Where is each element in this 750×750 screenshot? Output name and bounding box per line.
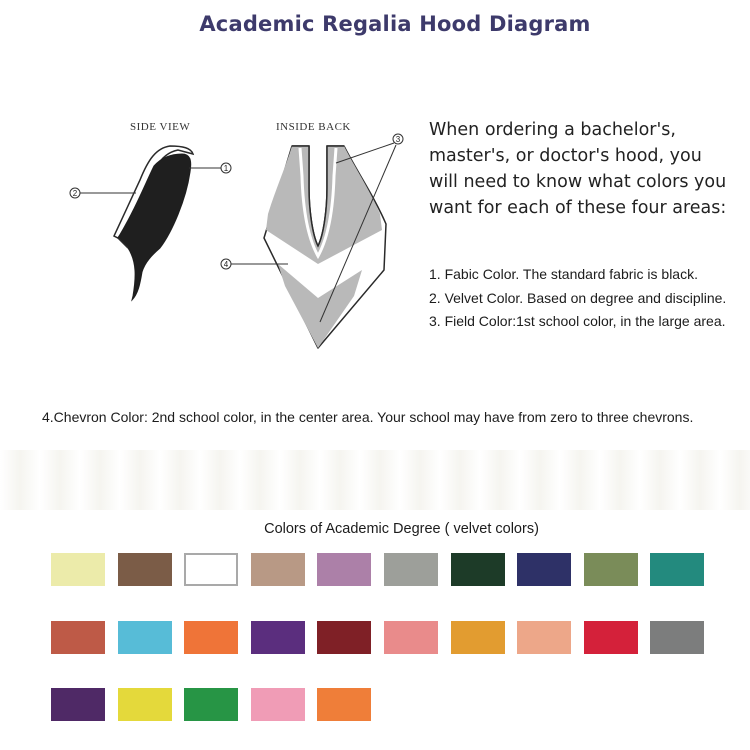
velvet-color-swatch xyxy=(118,621,172,654)
velvet-color-swatch xyxy=(584,553,638,586)
callout-2-text: 2 xyxy=(72,189,78,198)
velvet-color-swatch xyxy=(584,621,638,654)
velvet-color-swatch xyxy=(51,553,105,586)
velvet-color-swatch xyxy=(317,621,371,654)
side-view-label: SIDE VIEW xyxy=(130,121,191,133)
velvet-color-swatch xyxy=(451,621,505,654)
velvet-color-swatch xyxy=(118,688,172,721)
velvet-color-swatch xyxy=(650,553,704,586)
velvet-color-swatch xyxy=(184,688,238,721)
side-view-fabric xyxy=(118,154,191,300)
colors-title: Colors of Academic Degree ( velvet colors) xyxy=(264,521,539,537)
velvet-color-swatch xyxy=(118,553,172,586)
velvet-color-swatch xyxy=(650,621,704,654)
callout-3-text: 3 xyxy=(395,135,401,144)
inside-back-hood xyxy=(264,146,386,348)
velvet-color-swatch xyxy=(451,553,505,586)
intro-text: When ordering a bachelor's, master's, or doctor's hood, you will need to know what colors you want for each of these four areas: xyxy=(429,120,727,218)
velvet-color-swatch xyxy=(317,688,371,721)
list-item-chevron: 4.Chevron Color: 2nd school color, in the center area. Your school may have from zero to three chevrons. xyxy=(42,409,694,425)
list-item-field: 3. Field Color:1st school color, in the large area. xyxy=(429,313,726,329)
velvet-color-swatch xyxy=(51,688,105,721)
velvet-color-swatch xyxy=(384,621,438,654)
velvet-color-swatch xyxy=(317,553,371,586)
color-area-list xyxy=(429,263,729,334)
callout-1-text: 1 xyxy=(223,164,229,173)
velvet-color-swatch xyxy=(384,553,438,586)
velvet-color-swatch xyxy=(251,688,305,721)
velvet-color-swatch xyxy=(184,553,238,586)
velvet-color-swatch xyxy=(184,621,238,654)
side-view-hood xyxy=(114,146,193,300)
velvet-color-swatch xyxy=(251,621,305,654)
list-item-fabric: 1. Fabic Color. The standard fabric is black. xyxy=(429,266,698,282)
page-title: Academic Regalia Hood Diagram xyxy=(199,12,591,36)
inside-back-label: INSIDE BACK xyxy=(276,121,351,133)
velvet-color-swatch xyxy=(251,553,305,586)
velvet-color-swatch xyxy=(517,553,571,586)
list-item-velvet: 2. Velvet Color. Based on degree and discipline. xyxy=(429,289,727,306)
velvet-color-swatch xyxy=(517,621,571,654)
callout-4-text: 4 xyxy=(223,260,229,269)
velvet-color-swatch xyxy=(51,621,105,654)
decorative-background-band xyxy=(0,450,750,510)
